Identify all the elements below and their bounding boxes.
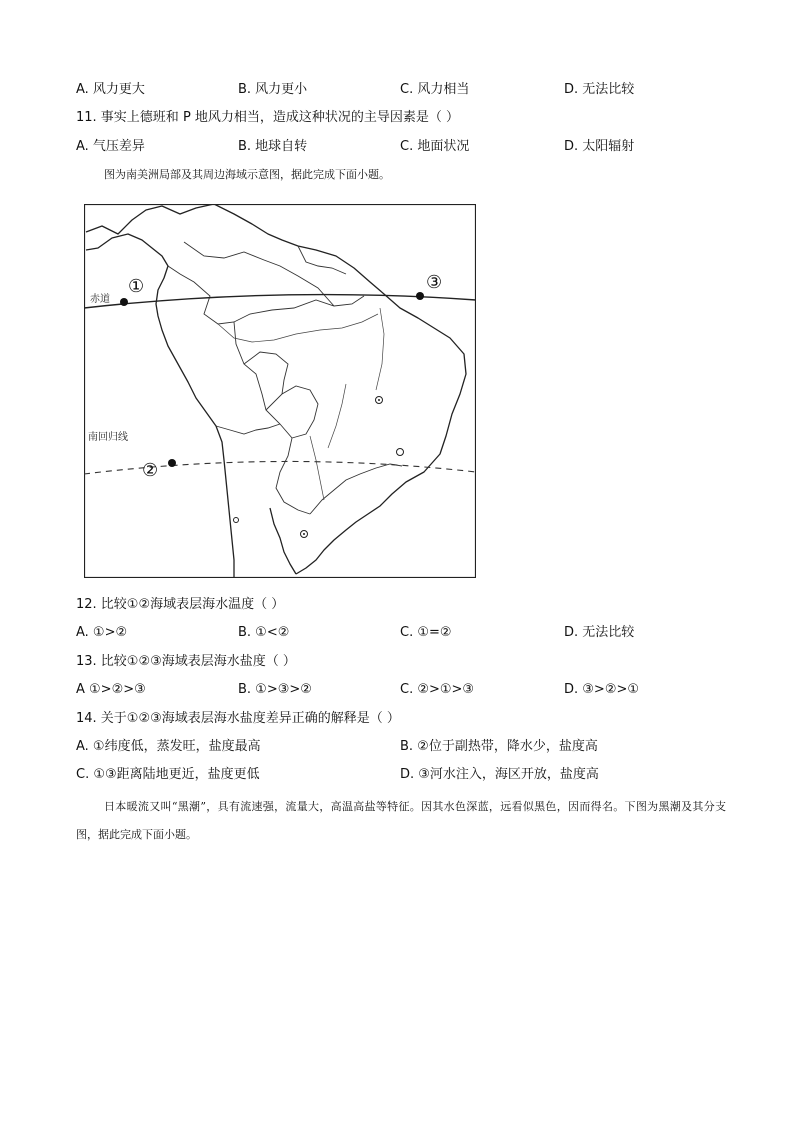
intro-south-america: 图为南美洲局部及其周边海域示意图，据此完成下面小题。: [104, 168, 390, 181]
point-1-marker: [120, 298, 128, 306]
equator-label: 赤道: [90, 294, 110, 305]
q10-option-a: A. 风力更大: [76, 82, 145, 97]
q10-option-d: D. 无法比较: [564, 82, 635, 97]
q11-option-a: A. 气压差异: [76, 139, 145, 154]
q14-option-b: B. ②位于副热带，降水少，盐度高: [400, 739, 598, 754]
point-1-label: ①: [128, 276, 145, 297]
q14-stem: 14. 关于①②③海域表层海水盐度差异正确的解释是（ ）: [76, 711, 400, 726]
q13-option-c: C. ②>①>③: [400, 682, 475, 697]
intro-kuroshio: 日本暖流又叫“黑潮”，具有流速强，流量大，高温高盐等特征。因其水色深蓝，远看似黑色，因而得名。下图为黑潮及其分支图，据此完成下面小题。: [76, 800, 726, 841]
q14-option-d: D. ③河水注入，海区开放，盐度高: [400, 767, 599, 782]
point-2-label: ②: [142, 460, 159, 481]
q13-option-b: B. ①>③>②: [238, 682, 312, 697]
q12-option-c: C. ①=②: [400, 625, 452, 640]
q10-option-c: C. 风力相当: [400, 82, 470, 97]
q12-option-d: D. 无法比较: [564, 625, 635, 640]
q11-option-c: C. 地面状况: [400, 139, 470, 154]
point-2-marker: [168, 459, 176, 467]
q12-stem: 12. 比较①②海域表层海水温度（ ）: [76, 597, 285, 612]
q14-option-c: C. ①③距离陆地更近，盐度更低: [76, 767, 260, 782]
point-3-label: ③: [426, 272, 443, 293]
point-3-marker: [416, 292, 424, 300]
q13-stem: 13. 比较①②③海域表层海水盐度（ ）: [76, 654, 296, 669]
q13-option-a: A ①>②>③: [76, 682, 146, 697]
tropic-label: 南回归线: [88, 432, 128, 443]
q14-option-a: A. ①纬度低，蒸发旺，盐度最高: [76, 739, 261, 754]
q13-option-d: D. ③>②>①: [564, 682, 640, 697]
q10-option-b: B. 风力更小: [238, 82, 308, 97]
q12-option-a: A. ①>②: [76, 625, 128, 640]
q11-stem: 11. 事实上德班和 P 地风力相当，造成这种状况的主导因素是（ ）: [76, 110, 460, 125]
map-frame: [85, 205, 476, 578]
q12-option-b: B. ①<②: [238, 625, 290, 640]
q11-option-b: B. 地球自转: [238, 139, 308, 154]
south-america-map: [84, 204, 476, 578]
q11-option-d: D. 太阳辐射: [564, 139, 635, 154]
